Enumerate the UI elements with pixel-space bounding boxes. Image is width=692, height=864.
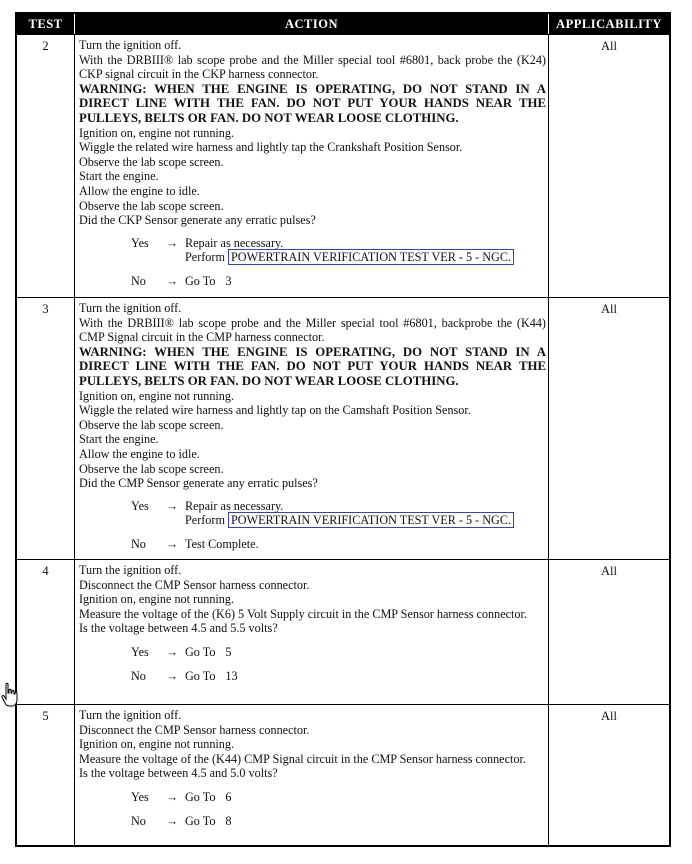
action-line: Ignition on, engine not running. [79, 125, 235, 140]
goto-label: Go To [185, 789, 216, 804]
action-line: Observe the lab scope screen. [79, 461, 224, 476]
action-line: With the DRBIII® lab scope probe and the Miller special tool #6801, back probe the (K24) CKP signal circuit in the CKP harness connector. [79, 52, 546, 82]
action-line: Disconnect the CMP Sensor harness connector. [79, 577, 310, 592]
action-line: Observe the lab scope screen. [79, 198, 224, 213]
verification-test-link[interactable]: POWERTRAIN VERIFICATION TEST VER - 5 - NGC. [228, 512, 514, 528]
table-header [17, 14, 669, 34]
header-test: TEST [17, 14, 75, 34]
action-line: Observe the lab scope screen. [79, 154, 224, 169]
hand-pointer-icon [0, 682, 20, 708]
action-cell [75, 705, 549, 845]
action-line: Wiggle the related wire harness and lightly tap the Crankshaft Position Sensor. [79, 140, 463, 155]
action-line: Turn the ignition off. [79, 708, 182, 722]
no-answer [131, 537, 546, 552]
test-number: 4 [17, 560, 75, 704]
action-line: Allow the engine to idle. [79, 446, 200, 461]
action-cell [75, 298, 549, 559]
action-cell [75, 560, 549, 704]
action-line: Disconnect the CMP Sensor harness connector. [79, 722, 310, 737]
yes-label: Yes [131, 498, 149, 513]
no-answer [131, 669, 546, 684]
verification-test-link[interactable]: POWERTRAIN VERIFICATION TEST VER - 5 - NGC. [228, 249, 514, 265]
table-row [17, 704, 669, 845]
no-answer [131, 274, 546, 289]
applicability-cell: All [601, 302, 617, 316]
action-cell [75, 35, 549, 297]
goto-step-link[interactable]: 3 [225, 273, 232, 288]
yes-result: Repair as necessary. [185, 235, 284, 250]
action-line: Ignition on, engine not running. [79, 592, 235, 607]
action-line: Did the CKP Sensor generate any erratic pulses? [79, 213, 316, 228]
diagnostic-test-table [15, 12, 671, 847]
action-line: Is the voltage between 4.5 and 5.5 volts? [79, 621, 278, 636]
arrow-icon: → [165, 644, 179, 659]
yes-answer [131, 236, 546, 265]
action-line: Start the engine. [79, 169, 159, 184]
action-line: Start the engine. [79, 432, 159, 447]
yes-answer [131, 790, 546, 805]
action-line: Turn the ignition off. [79, 563, 182, 577]
arrow-icon: → [165, 273, 179, 288]
yes-label: Yes [131, 789, 149, 804]
action-line: Did the CMP Sensor generate any erratic pulses? [79, 476, 318, 491]
goto-label: Go To [185, 273, 216, 288]
header-applicability: APPLICABILITY [556, 16, 662, 31]
table-row [17, 559, 669, 704]
action-line: Ignition on, engine not running. [79, 737, 235, 752]
action-line: Measure the voltage of the (K6) 5 Volt Supply circuit in the CMP Sensor harness connector. [79, 606, 527, 621]
goto-step-link[interactable]: 5 [225, 644, 232, 659]
goto-step-link[interactable]: 13 [225, 668, 238, 683]
goto-label: Go To [185, 644, 216, 659]
applicability-cell: All [601, 564, 617, 578]
action-line: Wiggle the related wire harness and lightly tap on the Camshaft Position Sensor. [79, 403, 471, 418]
arrow-icon: → [165, 789, 179, 804]
table-row [17, 34, 669, 297]
warning-text: WARNING: WHEN THE ENGINE IS OPERATING, DO NOT STAND IN A DIRECT LINE WITH THE FAN. DO NOT PUT YOUR HANDS NEAR THE PULLEYS, BELTS OR FAN. DO NOT WEAR LOOSE CLOTHING. [79, 344, 546, 388]
action-line: Is the voltage between 4.5 and 5.0 volts? [79, 766, 278, 781]
action-line: Turn the ignition off. [79, 38, 182, 52]
action-line: Ignition on, engine not running. [79, 388, 235, 403]
applicability-cell: All [601, 709, 617, 723]
yes-label: Yes [131, 235, 149, 250]
header-action: ACTION [75, 14, 549, 34]
yes-result: Repair as necessary. [185, 498, 284, 513]
no-result: Test Complete. [185, 536, 259, 551]
test-number: 2 [17, 35, 75, 297]
test-number: 3 [17, 298, 75, 559]
perform-label: Perform [185, 250, 225, 265]
action-line: Turn the ignition off. [79, 301, 182, 315]
no-answer [131, 814, 546, 829]
no-label: No [131, 813, 146, 828]
arrow-icon: → [165, 813, 179, 828]
no-label: No [131, 273, 146, 288]
goto-label: Go To [185, 668, 216, 683]
action-line: Observe the lab scope screen. [79, 417, 224, 432]
no-label: No [131, 536, 146, 551]
action-line: Measure the voltage of the (K44) CMP Signal circuit in the CMP Sensor harness connector. [79, 751, 526, 766]
arrow-icon: → [165, 235, 179, 250]
test-number: 5 [17, 705, 75, 845]
table-row [17, 297, 669, 559]
yes-answer [131, 499, 546, 528]
goto-step-link[interactable]: 6 [225, 789, 232, 804]
perform-label: Perform [185, 513, 225, 528]
yes-answer [131, 645, 546, 660]
yes-label: Yes [131, 644, 149, 659]
goto-label: Go To [185, 813, 216, 828]
no-label: No [131, 668, 146, 683]
arrow-icon: → [165, 498, 179, 513]
action-line: Allow the engine to idle. [79, 183, 200, 198]
warning-text: WARNING: WHEN THE ENGINE IS OPERATING, DO NOT STAND IN A DIRECT LINE WITH THE FAN. DO NOT PUT YOUR HANDS NEAR THE PULLEYS, BELTS OR FAN. DO NOT WEAR LOOSE CLOTHING. [79, 81, 546, 125]
applicability-cell: All [601, 39, 617, 53]
arrow-icon: → [165, 536, 179, 551]
action-line: With the DRBIII® lab scope probe and the Miller special tool #6801, backprobe the (K44) CMP Signal circuit in the CMP harness connector. [79, 315, 546, 345]
arrow-icon: → [165, 668, 179, 683]
goto-step-link[interactable]: 8 [225, 813, 232, 828]
